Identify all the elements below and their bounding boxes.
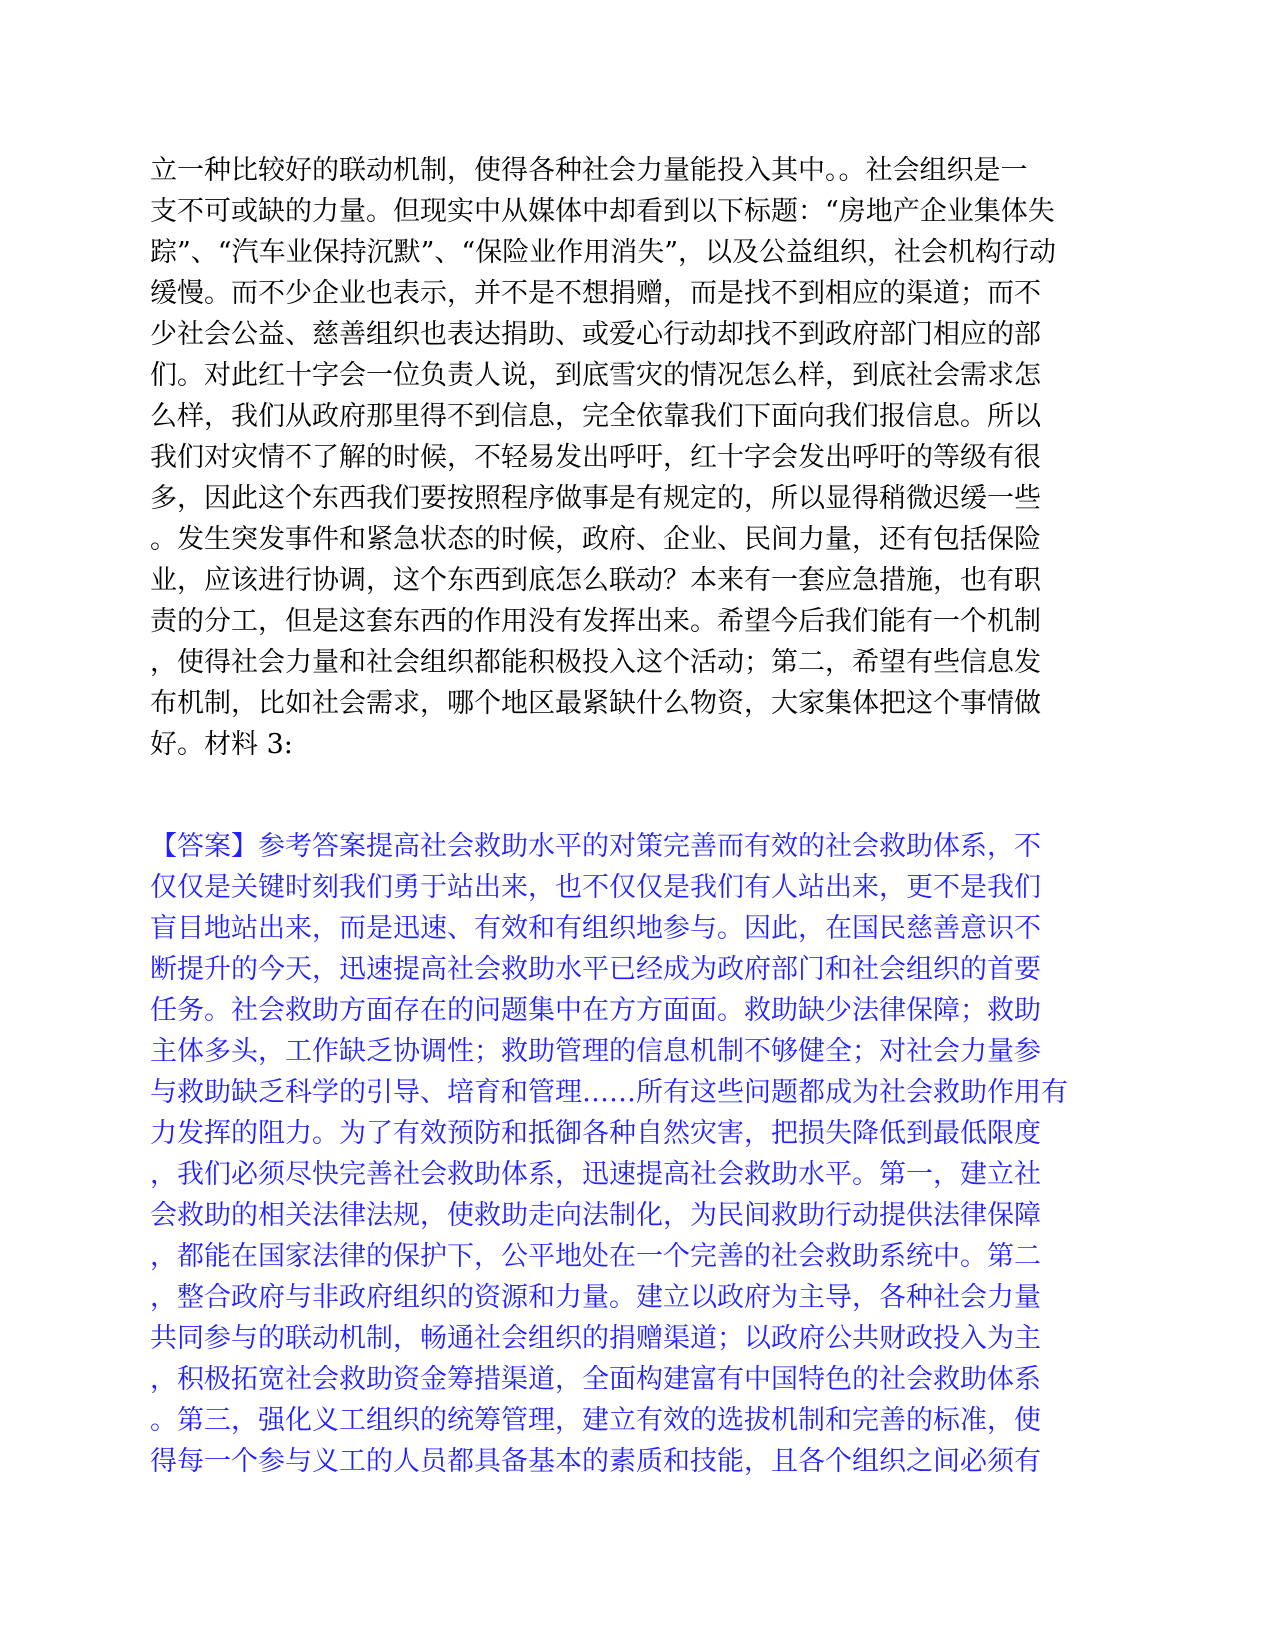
material-line: 布机制，比如社会需求，哪个地区最紧缺什么物资，大家集体把这个事情做 xyxy=(150,688,1041,719)
answer-line: 盲目地站出来，而是迅速、有效和有组织地参与。因此，在国民慈善意识不 xyxy=(150,913,1041,944)
answer-line: 断提升的今天，迅速提高社会救助水平已经成为政府部门和社会组织的首要 xyxy=(150,954,1041,985)
material-line: 少社会公益、慈善组织也表达捐助、或爱心行动却找不到政府部门相应的部 xyxy=(150,319,1041,350)
answer-line: 仅仅是关键时刻我们勇于站出来，也不仅仅是我们有人站出来，更不是我们 xyxy=(150,872,1041,903)
material-line: 踪”、“汽车业保持沉默”、“保险业作用消失”，以及公益组织，社会机构行动 xyxy=(150,237,1057,268)
answer-paragraph xyxy=(150,826,1130,1482)
material-paragraph xyxy=(150,150,1130,765)
material-line: 业，应该进行协调，这个东西到底怎么联动？本来有一套应急措施，也有职 xyxy=(150,565,1041,596)
material-line: 责的分工，但是这套东西的作用没有发挥出来。希望今后我们能有一个机制 xyxy=(150,606,1041,637)
material-line: ，使得社会力量和社会组织都能积极投入这个活动；第二，希望有些信息发 xyxy=(150,647,1041,678)
answer-line: 主体多头，工作缺乏协调性；救助管理的信息机制不够健全；对社会力量参 xyxy=(150,1036,1041,1067)
answer-line: 与救助缺乏科学的引导、培育和管理……所有这些问题都成为社会救助作用有 xyxy=(150,1077,1068,1108)
answer-line: 。第三，强化义工组织的统筹管理，建立有效的选拔机制和完善的标准，使 xyxy=(150,1405,1041,1436)
answer-line: ，我们必须尽快完善社会救助体系，迅速提高社会救助水平。第一，建立社 xyxy=(150,1159,1041,1190)
material-line: 多，因此这个东西我们要按照程序做事是有规定的，所以显得稍微迟缓一些 xyxy=(150,483,1041,514)
material-line: 缓慢。而不少企业也表示，并不是不想捐赠，而是找不到相应的渠道；而不 xyxy=(150,278,1041,309)
answer-line: ，整合政府与非政府组织的资源和力量。建立以政府为主导，各种社会力量 xyxy=(150,1282,1041,1313)
material-line: 立一种比较好的联动机制，使得各种社会力量能投入其中。。社会组织是一 xyxy=(150,155,1028,186)
material-line: 好。材料 3: xyxy=(150,729,293,760)
answer-line: ，都能在国家法律的保护下，公平地处在一个完善的社会救助系统中。第二 xyxy=(150,1241,1041,1272)
answer-line: 任务。社会救助方面存在的问题集中在方方面面。救助缺少法律保障；救助 xyxy=(150,995,1041,1026)
material-line: 支不可或缺的力量。但现实中从媒体中却看到以下标题：“房地产企业集体失 xyxy=(150,196,1055,227)
answer-line: 力发挥的阻力。为了有效预防和抵御各种自然灾害，把损失降低到最低限度 xyxy=(150,1118,1041,1149)
answer-line: 共同参与的联动机制，畅通社会组织的捐赠渠道；以政府公共财政投入为主 xyxy=(150,1323,1041,1354)
material-line: 么样，我们从政府那里得不到信息，完全依靠我们下面向我们报信息。所以 xyxy=(150,401,1041,432)
material-line: 们。对此红十字会一位负责人说，到底雪灾的情况怎么样，到底社会需求怎 xyxy=(150,360,1041,391)
material-line: 我们对灾情不了解的时候，不轻易发出呼吁，红十字会发出呼吁的等级有很 xyxy=(150,442,1041,473)
answer-line: 【答案】参考答案提高社会救助水平的对策完善而有效的社会救助体系，不 xyxy=(150,831,1041,862)
material-line: 。发生突发事件和紧急状态的时候，政府、企业、民间力量，还有包括保险 xyxy=(150,524,1041,555)
answer-line: 会救助的相关法律法规，使救助走向法制化，为民间救助行动提供法律保障 xyxy=(150,1200,1041,1231)
answer-line: 得每一个参与义工的人员都具备基本的素质和技能，且各个组织之间必须有 xyxy=(150,1446,1041,1477)
answer-line: ，积极拓宽社会救助资金筹措渠道，全面构建富有中国特色的社会救助体系 xyxy=(150,1364,1041,1395)
